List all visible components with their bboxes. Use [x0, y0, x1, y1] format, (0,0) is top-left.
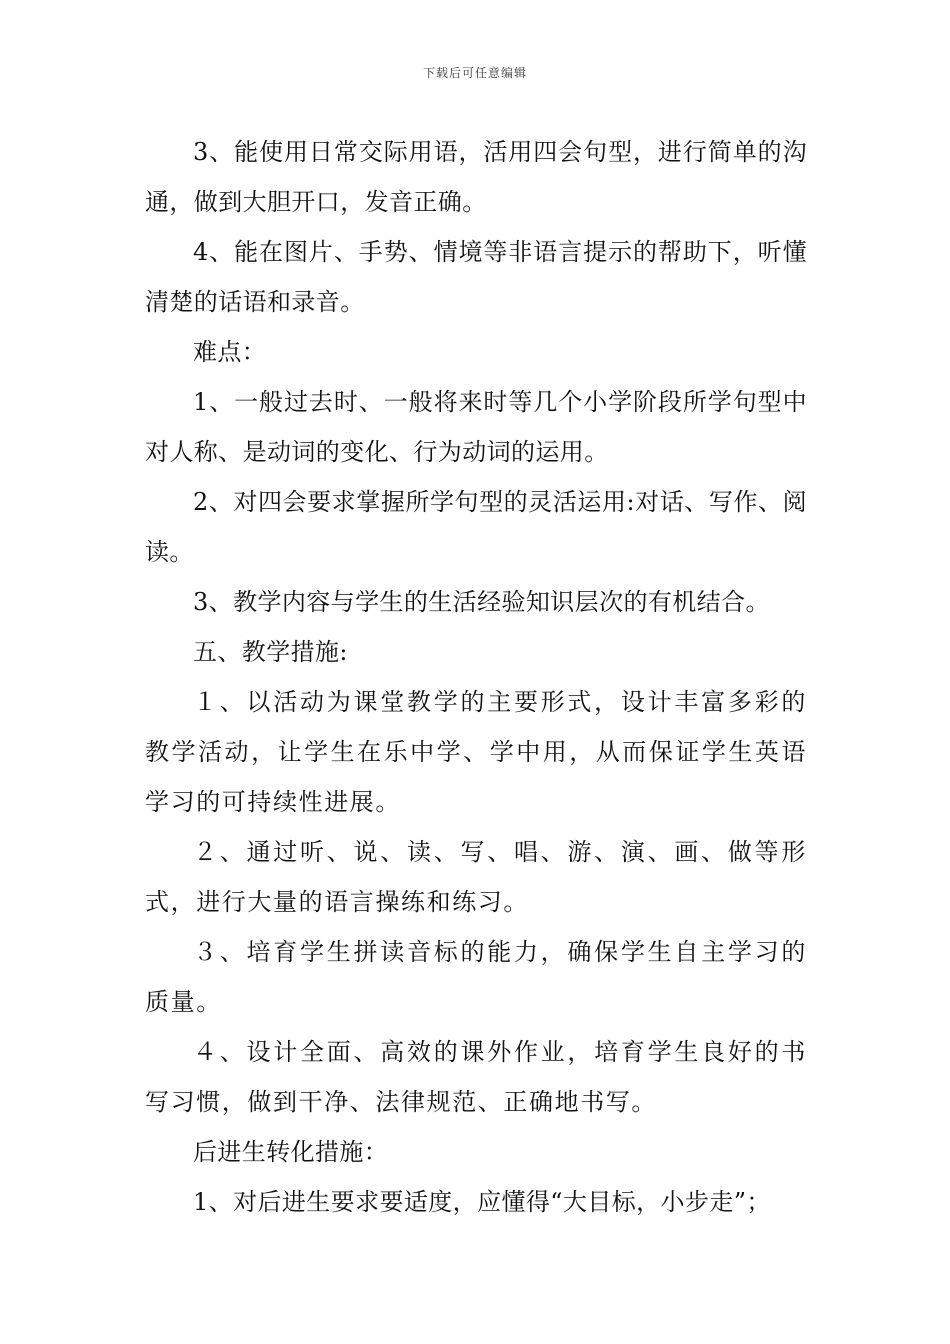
- paragraph-10: 1、对后进生要求要适度，应懂得“大目标，小步走”；: [193, 1188, 771, 1216]
- paragraph-1: 3、能使用日常交际用语，活用四会句型，进行简单的沟通，做到大胆开口，发音正确。: [145, 138, 807, 216]
- paragraph-5: 3、教学内容与学生的生活经验知识层次的有机结合。: [193, 588, 770, 616]
- paragraph-7: ２、通过听、说、读、写、唱、游、演、画、做等形式，进行大量的语言操练和练习。: [145, 838, 807, 916]
- section-heading-difficulties: 难点：: [193, 338, 267, 366]
- paragraph-3: 1、一般过去时、一般将来时等几个小学阶段所学句型中对人称、是动词的变化、行为动词的运用。: [145, 388, 807, 466]
- document-body: [145, 127, 807, 1227]
- paragraph-6: １、以活动为课堂教学的主要形式，设计丰富多彩的教学活动，让学生在乐中学、学中用，从而保证学生英语学习的可持续性进展。: [145, 688, 807, 816]
- page-header: 下载后可任意编辑: [422, 66, 527, 80]
- paragraph-8: ３、培育学生拼读音标的能力，确保学生自主学习的质量。: [145, 938, 807, 1016]
- section-heading-teaching-measures: 五、教学措施:: [193, 638, 348, 666]
- paragraph-9: ４、设计全面、高效的课外作业，培育学生良好的书写习惯，做到干净、法律规范、正确地书写。: [145, 1038, 807, 1116]
- paragraph-4: 2、对四会要求掌握所学句型的灵活运用:对话、写作、阅读。: [145, 488, 807, 566]
- section-heading-struggling-students: 后进生转化措施：: [193, 1138, 389, 1166]
- paragraph-2: 4、能在图片、手势、情境等非语言提示的帮助下，听懂清楚的话语和录音。: [145, 238, 807, 316]
